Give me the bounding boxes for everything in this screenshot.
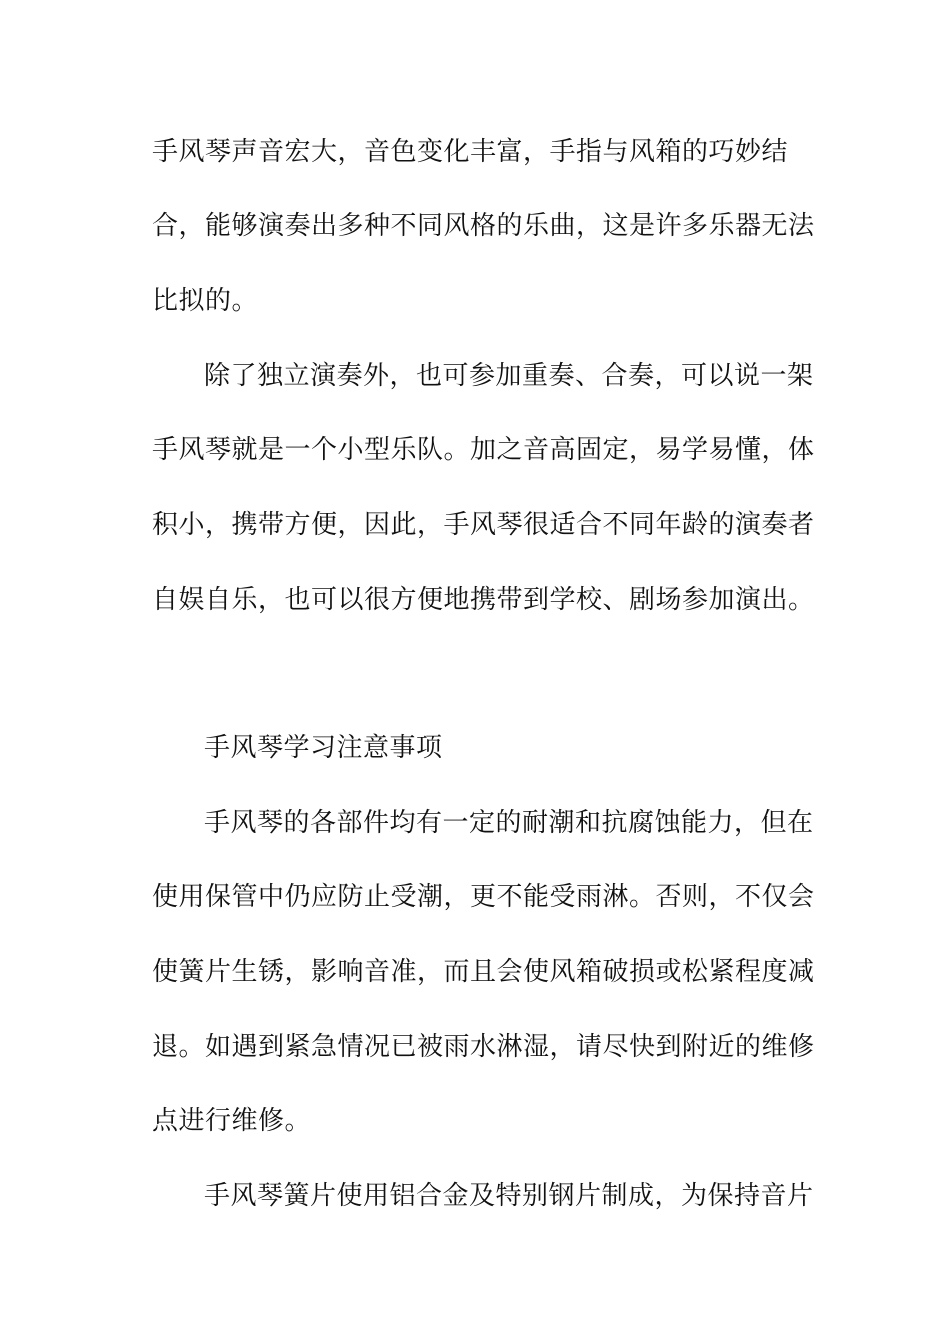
paragraph-line: 手风琴声音宏大，音色变化丰富，手指与风箱的巧妙结 bbox=[152, 137, 789, 167]
paragraph-line: 点进行维修。 bbox=[152, 1106, 312, 1136]
paragraph-line: 手风琴簧片使用铝合金及特别钢片制成，为保持音片 bbox=[204, 1181, 814, 1211]
paragraph-line: 使簧片生锈，影响音准，而且会使风箱破损或松紧程度减 bbox=[152, 957, 815, 987]
paragraph-line: 合，能够演奏出多种不同风格的乐曲，这是许多乐器无法 bbox=[152, 211, 815, 241]
paragraph-line: 除了独立演奏外，也可参加重奏、合奏，可以说一架 bbox=[204, 361, 814, 391]
paragraph-line: 自娱自乐，也可以很方便地携带到学校、剧场参加演出。 bbox=[152, 585, 815, 615]
paragraph-line: 积小，携带方便，因此，手风琴很适合不同年龄的演奏者 bbox=[152, 510, 815, 540]
paragraph-line: 退。如遇到紧急情况已被雨水淋湿，请尽快到附近的维修 bbox=[152, 1032, 815, 1062]
paragraph-line: 比拟的。 bbox=[152, 286, 259, 316]
paragraph-line: 手风琴就是一个小型乐队。加之音高固定，易学易懂，体 bbox=[152, 435, 815, 465]
paragraph-line: 手风琴的各部件均有一定的耐潮和抗腐蚀能力，但在 bbox=[204, 808, 814, 838]
paragraph-line: 使用保管中仍应防止受潮，更不能受雨淋。否则，不仅会 bbox=[152, 882, 815, 912]
section-heading: 手风琴学习注意事项 bbox=[204, 733, 443, 763]
